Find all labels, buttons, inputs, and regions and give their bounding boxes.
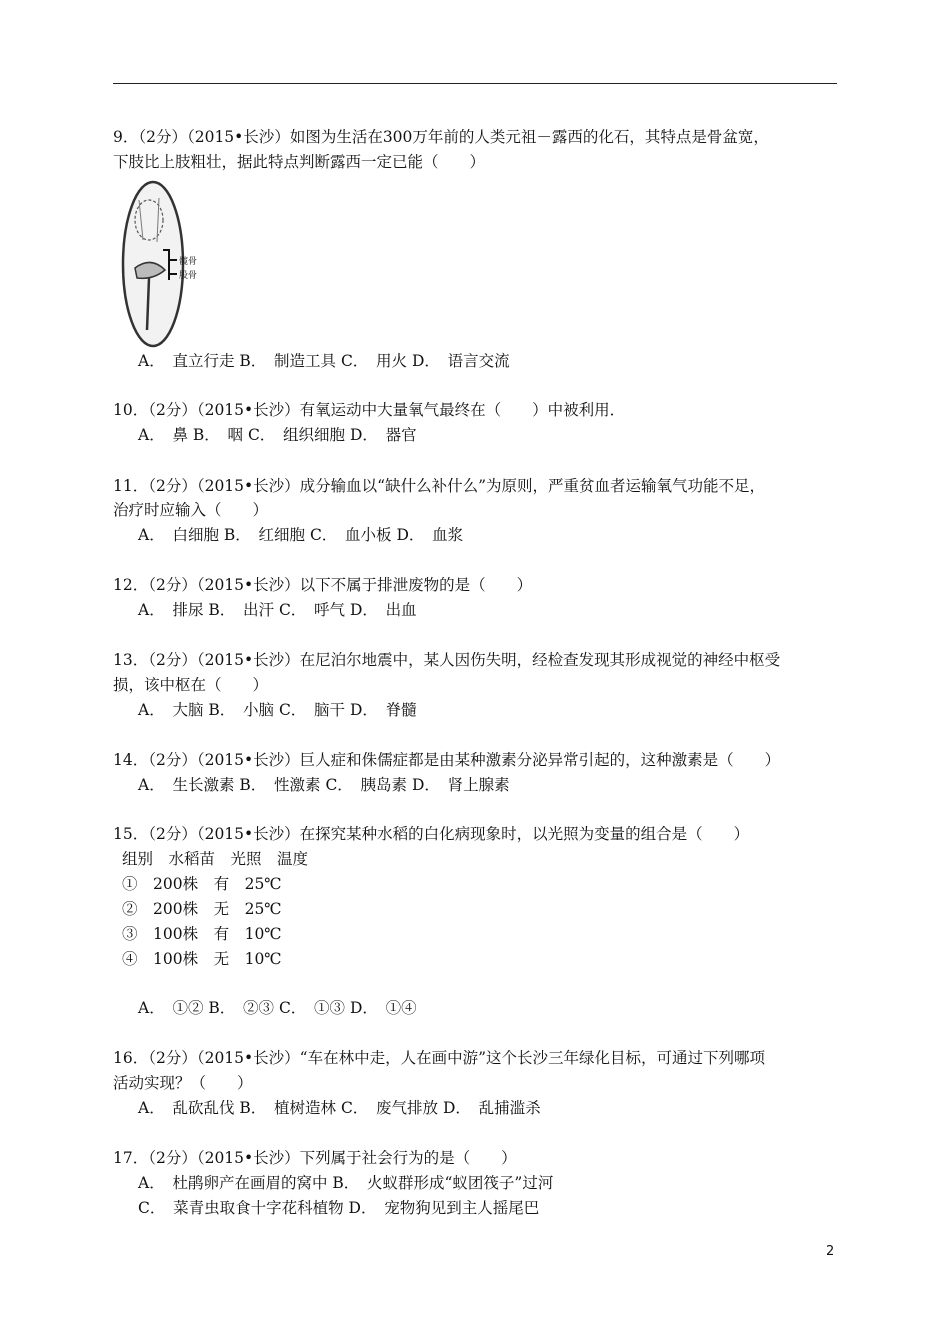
question-13-stem-line1: 13．（2分）（2015•长沙）在尼泊尔地震中，某人因伤失明，经检查发现其形成视觉的神经中枢受 — [113, 651, 781, 669]
question-12-options: A． 排尿 B． 出汗 C． 呼气 D． 出血 — [138, 601, 417, 619]
question-15-table-row: ① 200株 有 25℃ — [122, 875, 282, 893]
question-14-stem: 14．（2分）（2015•长沙）巨人症和侏儒症都是由某种激素分泌异常引起的，这种激素是（ ） — [113, 751, 781, 769]
question-16-stem-line1: 16．（2分）（2015•长沙）“车在林中走，人在画中游”这个长沙三年绿化目标，可通过下列哪项 — [113, 1049, 766, 1067]
question-15-options: A． ①② B． ②③ C． ①③ D． ①④ — [138, 999, 417, 1017]
question-15-table-row: ③ 100株 有 10℃ — [122, 925, 282, 943]
page-number: 2 — [826, 1244, 835, 1259]
question-11-stem-line1: 11．（2分）（2015•长沙）成分输血以“缺什么补什么”为原则，严重贫血者运输氧气功能不足， — [113, 477, 766, 495]
question-10-stem: 10．（2分）（2015•长沙）有氧运动中大量氧气最终在（ ）中被利用． — [113, 401, 626, 419]
question-14-options: A． 生长激素 B． 性激素 C． 胰岛素 D． 肾上腺素 — [138, 776, 510, 794]
question-13-options: A． 大脑 B． 小脑 C． 脑干 D． 脊髓 — [138, 701, 417, 719]
question-9-options: A． 直立行走 B． 制造工具 C． 用火 D． 语言交流 — [138, 352, 510, 370]
question-17-options-cd: C． 菜青虫取食十字花科植物 D． 宠物狗见到主人摇尾巴 — [138, 1199, 540, 1217]
question-13-stem-line2: 损，该中枢在（ ） — [113, 676, 269, 694]
question-16-options: A． 乱砍乱伐 B． 植树造林 C． 废气排放 D． 乱捕滥杀 — [138, 1099, 541, 1117]
header-rule — [113, 83, 837, 84]
question-16-stem-line2: 活动实现？（ ） — [113, 1074, 253, 1092]
question-17-stem: 17．（2分）（2015•长沙）下列属于社会行为的是（ ） — [113, 1149, 517, 1167]
fossil-figure — [113, 180, 213, 348]
question-15-table-header: 组别 水稻苗 光照 温度 — [122, 850, 309, 868]
label-femur: 股骨 — [179, 271, 198, 281]
question-11-options: A． 白细胞 B． 红细胞 C． 血小板 D． 血浆 — [138, 526, 464, 544]
question-15-stem: 15．（2分）（2015•长沙）在探究某种水稻的白化病现象时，以光照为变量的组合是（ ） — [113, 825, 750, 843]
question-9-stem-line1: 9．（2分）（2015•长沙）如图为生活在300万年前的人类元祖－露西的化石，其特点是骨盆宽， — [113, 128, 769, 146]
label-hip-bone: 髋骨 — [179, 257, 198, 267]
question-10-options: A． 鼻 B． 咽 C． 组织细胞 D． 器官 — [138, 426, 417, 444]
question-17-options-ab: A． 杜鹃卵产在画眉的窝中 B． 火蚁群形成“蚁团筏子”过河 — [138, 1174, 554, 1192]
question-15-table-row: ④ 100株 无 10℃ — [122, 950, 282, 968]
question-15-table-row: ② 200株 无 25℃ — [122, 900, 282, 918]
question-12-stem: 12．（2分）（2015•长沙）以下不属于排泄废物的是（ ） — [113, 576, 533, 594]
question-11-stem-line2: 治疗时应输入（ ） — [113, 501, 269, 519]
question-9-stem-line2: 下肢比上肢粗壮，据此特点判断露西一定已能（ ） — [113, 153, 486, 171]
